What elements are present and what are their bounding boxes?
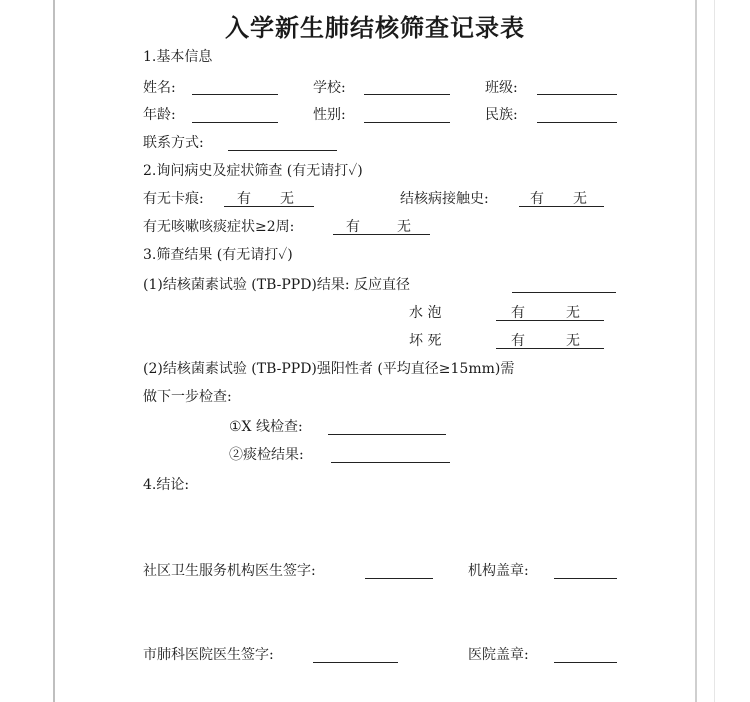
community-doctor-signature-field[interactable]: [365, 578, 433, 579]
ethnicity-label: 民族:: [485, 107, 518, 123]
blister-label: 水 泡: [409, 305, 442, 321]
necrosis-label: 坏 死: [409, 333, 442, 349]
tb-contact-yes-option[interactable]: 有: [530, 191, 544, 207]
age-label: 年龄:: [143, 107, 176, 123]
reaction-diameter-field[interactable]: [512, 292, 616, 293]
bcg-scar-label: 有无卡痕:: [143, 191, 204, 207]
city-hospital-doctor-signature-label: 市肺科医院医生签字:: [143, 647, 274, 663]
page-left-border: [53, 0, 55, 702]
bcg-scar-yes-option[interactable]: 有: [237, 191, 251, 207]
bcg-scar-no-option[interactable]: 无: [280, 191, 294, 207]
school-field[interactable]: [364, 94, 450, 95]
name-label: 姓名:: [143, 80, 176, 96]
form-title: 入学新生肺结核筛查记录表: [225, 14, 525, 42]
cough-label: 有无咳嗽咳痰症状≥2周:: [143, 219, 295, 235]
scan-edge: [714, 0, 715, 702]
cough-no-option[interactable]: 无: [397, 219, 411, 235]
section4-heading: 4.结论:: [143, 477, 190, 493]
hospital-seal-label: 医院盖章:: [468, 647, 529, 663]
institution-seal-field[interactable]: [554, 578, 617, 579]
hospital-seal-field[interactable]: [554, 662, 617, 663]
sputum-field[interactable]: [331, 462, 450, 463]
tb-contact-label: 结核病接触史:: [400, 191, 489, 207]
tb-contact-no-option[interactable]: 无: [573, 191, 587, 207]
necrosis-yes-option[interactable]: 有: [511, 333, 525, 349]
contact-label: 联系方式:: [143, 135, 204, 151]
ethnicity-field[interactable]: [537, 122, 617, 123]
community-doctor-signature-label: 社区卫生服务机构医生签字:: [143, 563, 316, 579]
age-field[interactable]: [192, 122, 278, 123]
class-label: 班级:: [485, 80, 518, 96]
cough-yes-option[interactable]: 有: [346, 219, 360, 235]
section1-heading: 1.基本信息: [143, 49, 213, 65]
ppd-result-label: (1)结核菌素试验 (TB-PPD)结果: 反应直径: [143, 277, 411, 293]
necrosis-no-option[interactable]: 无: [566, 333, 580, 349]
section3-heading: 3.筛查结果 (有无请打✓): [143, 247, 293, 263]
section2-heading: 2.询问病史及症状筛查 (有无请打✓): [143, 163, 363, 179]
gender-field[interactable]: [364, 122, 450, 123]
class-field[interactable]: [537, 94, 617, 95]
gender-label: 性别:: [313, 107, 346, 123]
sputum-label: ②痰检结果:: [229, 447, 304, 463]
strong-positive-line2: 做下一步检查:: [143, 389, 232, 405]
city-hospital-doctor-signature-field[interactable]: [313, 662, 398, 663]
blister-yes-option[interactable]: 有: [511, 305, 525, 321]
name-field[interactable]: [192, 94, 278, 95]
institution-seal-label: 机构盖章:: [468, 563, 529, 579]
strong-positive-line1: (2)结核菌素试验 (TB-PPD)强阳性者 (平均直径≥15mm)需: [143, 361, 515, 377]
blister-no-option[interactable]: 无: [566, 305, 580, 321]
contact-field[interactable]: [228, 150, 337, 151]
xray-label: ①X 线检查:: [229, 419, 303, 435]
school-label: 学校:: [313, 80, 346, 96]
page-right-border: [695, 0, 697, 702]
xray-field[interactable]: [328, 434, 446, 435]
